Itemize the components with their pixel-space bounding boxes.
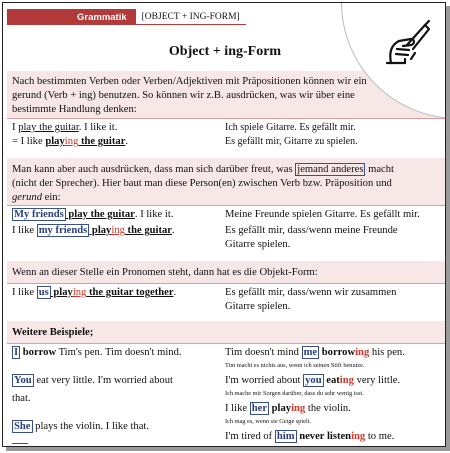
example-2-de-2: Es gefällt mir, dass/wenn meine Freunde	[225, 225, 398, 236]
paragraph-2-line-3: gerund ein:	[12, 192, 61, 203]
writing-hand-icon	[381, 19, 433, 71]
example-3-de-2: Gitarre spielen.	[225, 301, 291, 312]
divider	[7, 343, 446, 344]
more-example-2-right: I'm worried about you eating very little.	[225, 375, 401, 386]
more-example-4-right: I'm tired of him never listening to me.	[225, 431, 395, 442]
header	[7, 9, 246, 25]
more-example-2-en-cont: that.	[12, 393, 31, 404]
topic-label: [OBJECT + ING-FORM]	[136, 9, 246, 25]
more-example-3-right: I like her playing the violin.	[225, 403, 351, 414]
intro-line-2: gerund (Verb + ing) benutzen. So können wir z.B. ausdrücken, was wir über eine	[12, 90, 355, 101]
paragraph-2-line-2: (nicht der Sprecher). Hier baut man diese Person(en) zwischen Verb bzw. Präposition und	[12, 178, 392, 189]
example-3-en: I like us playing the guitar together.	[12, 287, 177, 298]
paragraph-3: Wenn an dieser Stelle ein Pronomen steht, dann hat es die Objekt-Form:	[12, 267, 318, 278]
page-title: Object + ing-Form	[168, 44, 282, 59]
more-example-3-translation: Ich mag es, wenn sie Geige spielt.	[225, 418, 312, 425]
worksheet-page	[2, 2, 446, 447]
more-example-1-translation: Tim macht es nichts aus, wenn ich seinen Stift benutze.	[225, 362, 365, 369]
divider	[7, 283, 446, 284]
example-2-en-2: I like my friends playing the guitar.	[12, 225, 175, 236]
more-examples-heading: Weitere Beispiele;	[12, 327, 94, 338]
intro-line-1: Nach bestimmten Verben oder Verben/Adjektiven mit Präpositionen können wir ein	[12, 76, 367, 87]
example-1-de-1: Ich spiele Gitarre. Es gefällt mir.	[225, 122, 356, 133]
more-example-2-translation: Ich mache mir Sorgen darüber, dass du sehr wenig isst.	[225, 390, 364, 397]
intro-line-3: bestimmte Handlung denken:	[12, 104, 137, 115]
more-example-1-en: I borrow Tim's pen. Tim doesn't mind.	[14, 347, 182, 358]
example-1-de-2: Es gefällt mir, Gitarre zu spielen.	[225, 136, 358, 147]
divider	[7, 118, 446, 119]
more-example-2-en: You eat very little. I'm worried about	[14, 375, 173, 386]
example-3-de-1: Es gefällt mir, dass/wenn wir zusammen	[225, 287, 397, 298]
example-1-en-2: = I like playing the guitar.	[12, 136, 129, 147]
divider	[7, 205, 446, 206]
category-tag: Grammatik	[7, 9, 136, 25]
paragraph-2-line-1: Man kann aber auch ausdrücken, dass man sich darüber freut, was jemand anderes macht	[12, 164, 395, 175]
example-2-en-1: My friends play the guitar. I like it.	[14, 209, 174, 220]
trailing-rule	[12, 443, 28, 444]
example-2-de-1: Meine Freunde spielen Gitarre. Es gefällt mir.	[225, 209, 420, 220]
more-example-3-en: She plays the violin. I like that.	[14, 421, 150, 432]
more-example-1-right: Tim doesn't mind me borrowing his pen.	[225, 347, 405, 358]
example-1-en-1: I play the guitar. I like it.	[12, 122, 118, 133]
example-2-de-3: Gitarre spielen.	[225, 239, 291, 250]
